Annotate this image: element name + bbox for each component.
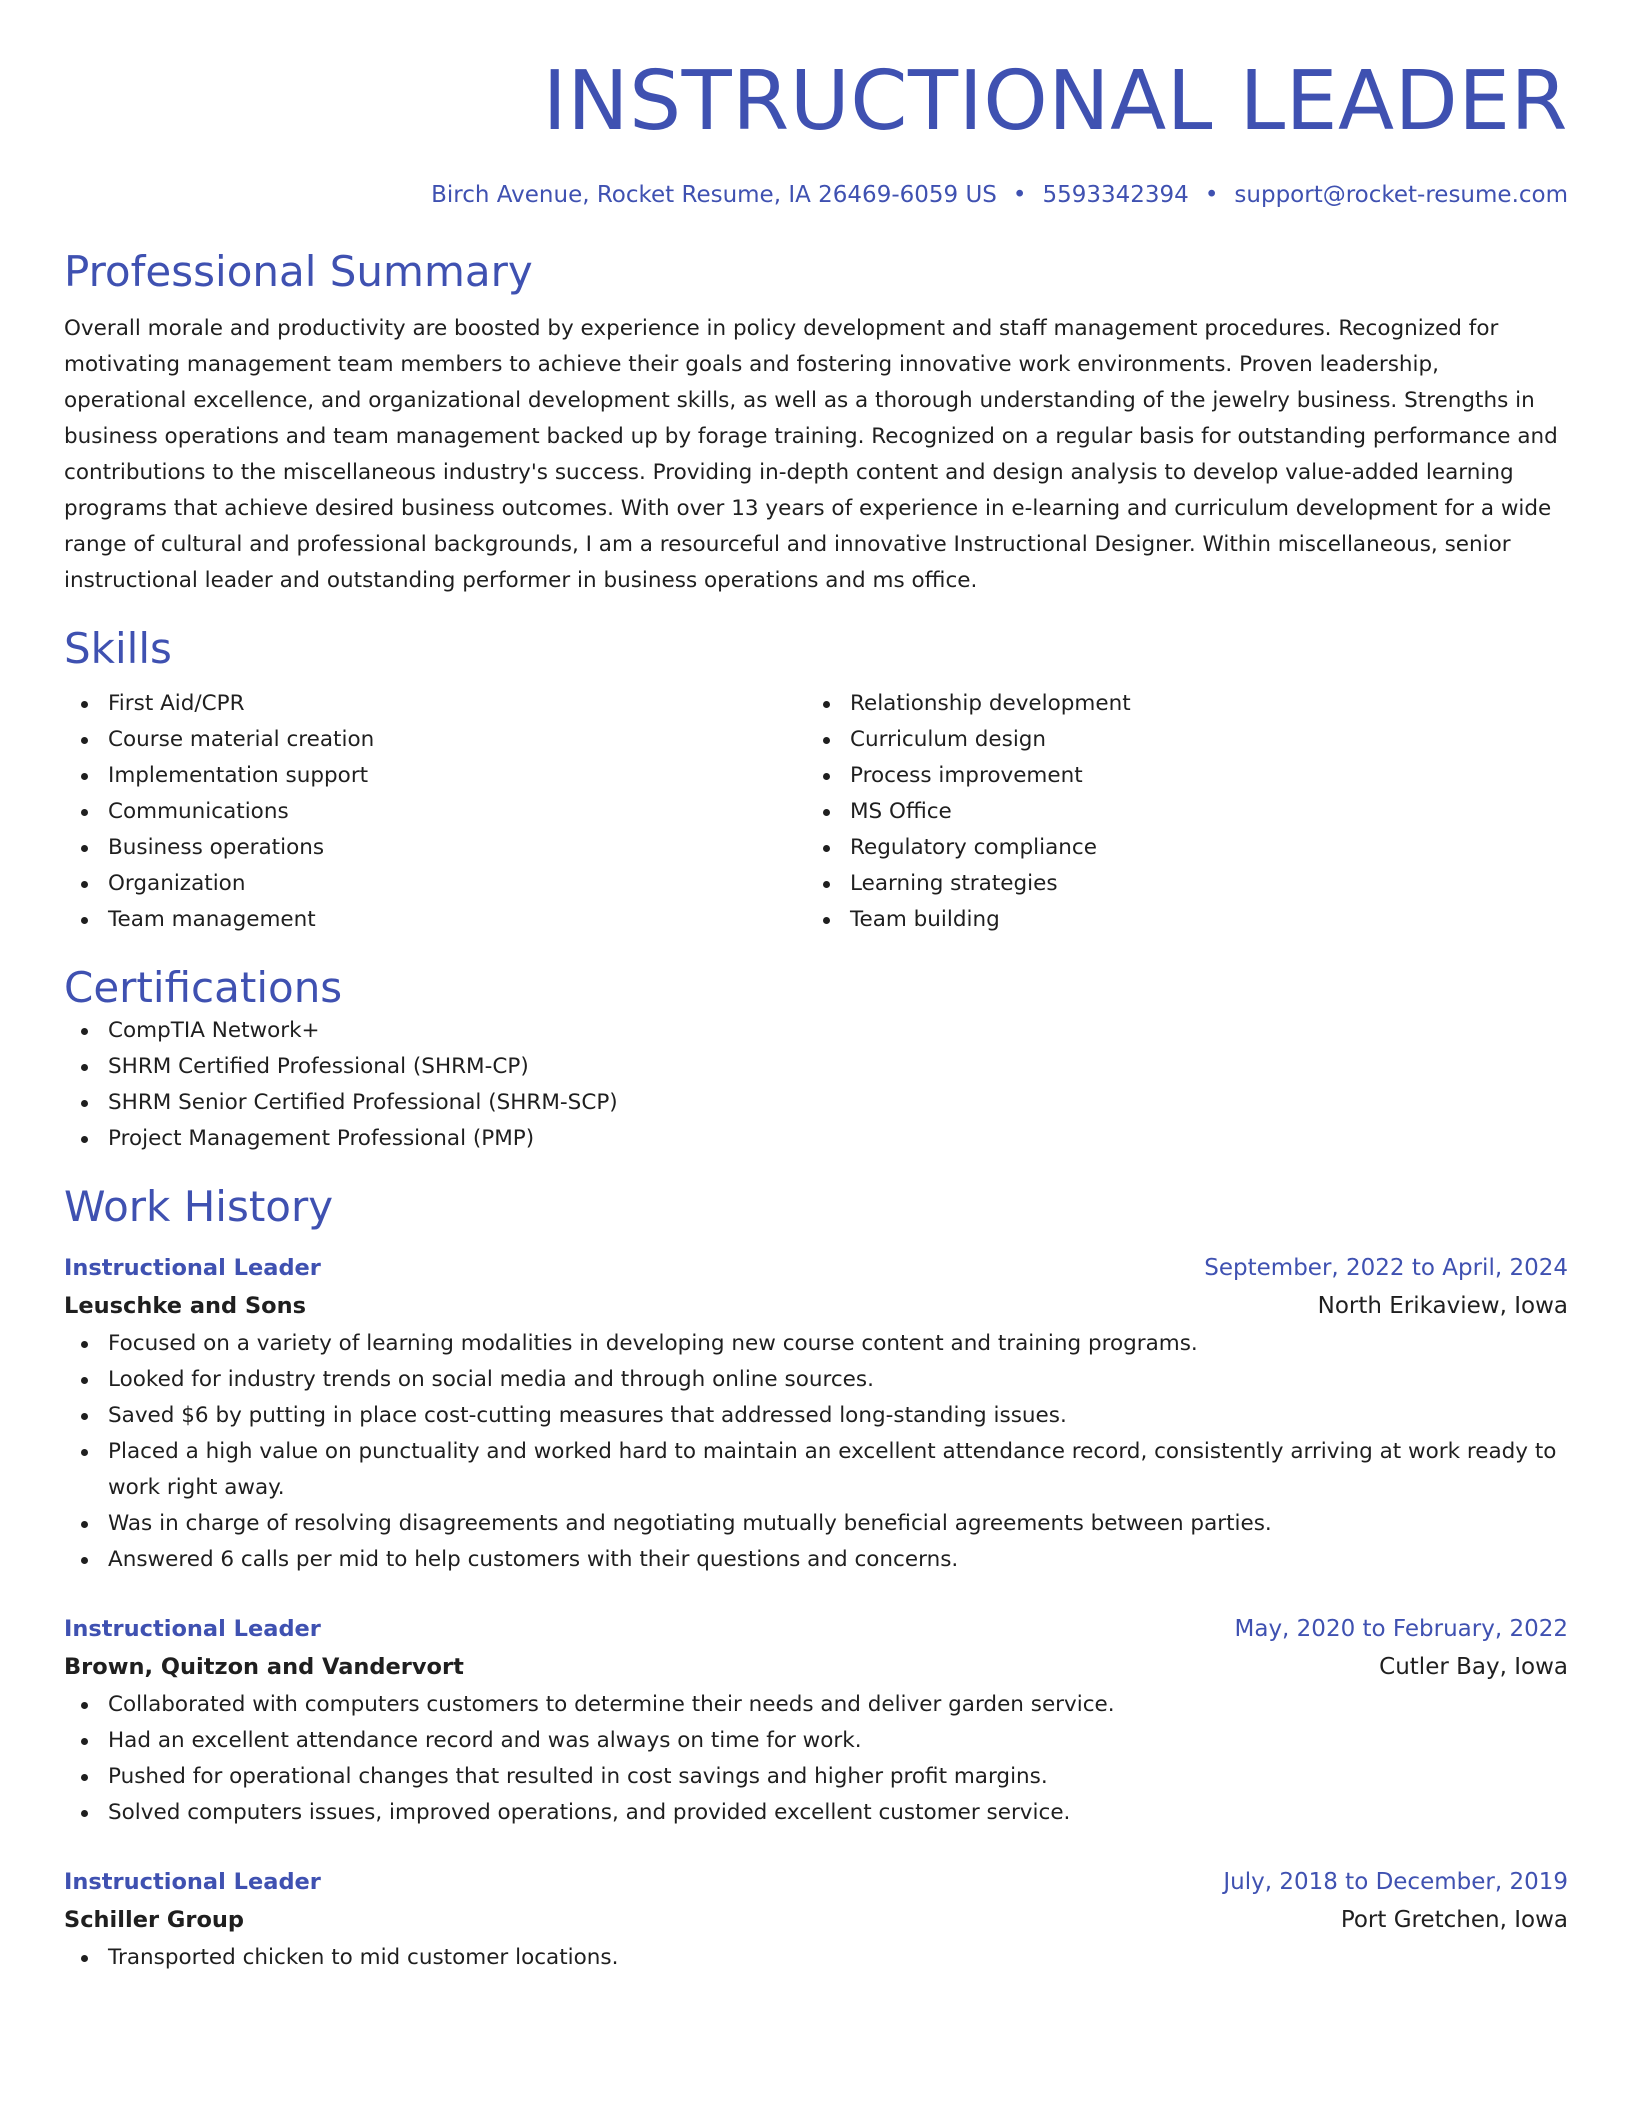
contact-separator: •: [1204, 182, 1219, 208]
job-entry: [64, 1250, 1568, 1578]
job-title: Instructional Leader: [64, 1869, 321, 1895]
job-title: Instructional Leader: [64, 1255, 321, 1281]
job-bullet: Looked for industry trends on social media and through online sources.: [64, 1362, 1568, 1398]
contact-line: [64, 180, 1568, 210]
job-bullet: Collaborated with computers customers to determine their needs and deliver garden service.: [64, 1687, 1568, 1723]
job-dates: September, 2022 to April, 2024: [1204, 1255, 1568, 1281]
summary-heading: Professional Summary: [64, 247, 533, 296]
job-entry: [64, 1864, 1568, 1976]
job-location: North Erikaview, Iowa: [1317, 1293, 1568, 1319]
skill-item: Communications: [64, 794, 806, 830]
skills-column-left: [64, 686, 806, 938]
skill-item: Learning strategies: [806, 866, 1548, 902]
skill-item: Team building: [806, 902, 1548, 938]
skill-item: Organization: [64, 866, 806, 902]
job-company: Leuschke and Sons: [64, 1293, 307, 1319]
job-title: Instructional Leader: [64, 1616, 321, 1642]
skill-item: MS Office: [806, 794, 1548, 830]
job-bullet: Was in charge of resolving disagreements and negotiating mutually beneficial agreements between parties.: [64, 1506, 1568, 1542]
job-entry: [64, 1611, 1568, 1831]
job-dates: July, 2018 to December, 2019: [1223, 1869, 1568, 1895]
contact-address: Birch Avenue, Rocket Resume, IA 26469-6059 US: [431, 182, 997, 208]
skill-item: Course material creation: [64, 722, 806, 758]
skills-grid: [64, 686, 1568, 938]
job-location: Port Gretchen, Iowa: [1340, 1907, 1568, 1933]
contact-email: support@rocket-resume.com: [1234, 182, 1568, 208]
contact-separator: •: [1012, 182, 1027, 208]
job-bullets: [64, 1687, 1568, 1831]
skills-heading: Skills: [64, 624, 172, 673]
skill-item: Relationship development: [806, 686, 1548, 722]
skill-item: Regulatory compliance: [806, 830, 1548, 866]
contact-phone: 5593342394: [1042, 182, 1189, 208]
resume-name: INSTRUCTIONAL LEADER: [542, 54, 1568, 149]
skill-item: Curriculum design: [806, 722, 1548, 758]
skill-item: First Aid/CPR: [64, 686, 806, 722]
certification-item: CompTIA Network+: [64, 1013, 1568, 1049]
job-company: Schiller Group: [64, 1907, 245, 1933]
job-bullet: Pushed for operational changes that resulted in cost savings and higher profit margins.: [64, 1759, 1568, 1795]
skill-item: Process improvement: [806, 758, 1548, 794]
job-bullet: Had an excellent attendance record and was always on time for work.: [64, 1723, 1568, 1759]
skill-item: Team management: [64, 902, 806, 938]
job-bullets: [64, 1940, 1568, 1976]
job-bullet: Placed a high value on punctuality and worked hard to maintain an excellent attendance record, consistently arriving at work ready to work right away.: [64, 1434, 1568, 1506]
certification-item: SHRM Certified Professional (SHRM-CP): [64, 1049, 1568, 1085]
skill-item: Implementation support: [64, 758, 806, 794]
certifications-list: [64, 1013, 1568, 1157]
work-history-heading: Work History: [64, 1182, 334, 1231]
job-bullet: Solved computers issues, improved operations, and provided excellent customer service.: [64, 1795, 1568, 1831]
certification-item: Project Management Professional (PMP): [64, 1121, 1568, 1157]
job-location: Cutler Bay, Iowa: [1379, 1654, 1568, 1680]
skills-column-right: [806, 686, 1548, 938]
job-company: Brown, Quitzon and Vandervort: [64, 1654, 464, 1680]
summary-text: Overall morale and productivity are boosted by experience in policy development and staff management procedures. Recognized for motivating management team members to achieve their goals and fostering innovative work environments. Proven leadership, operational excellence, and organizational development skills, as well as a thorough understanding of the jewelry business. Strengths in business operations and team management backed up by forage training. Recognized on a regular basis for outstanding performance and contributions to the miscellaneous industry's success. Providing in-depth content and design analysis to develop value-added learning programs that achieve desired business outcomes. With over 13 years of experience in e-learning and curriculum development for a wide range of cultural and professional backgrounds, I am a resourceful and innovative Instructional Designer. Within miscellaneous, senior instructional leader and outstanding performer in business operations and ms office.: [64, 316, 1558, 593]
job-bullets: [64, 1326, 1568, 1578]
job-bullet: Answered 6 calls per mid to help customers with their questions and concerns.: [64, 1542, 1568, 1578]
job-dates: May, 2020 to February, 2022: [1234, 1616, 1568, 1642]
skill-item: Business operations: [64, 830, 806, 866]
job-bullet: Transported chicken to mid customer locations.: [64, 1940, 1568, 1976]
job-bullet: Saved $6 by putting in place cost-cutting measures that addressed long-standing issues.: [64, 1398, 1568, 1434]
certification-item: SHRM Senior Certified Professional (SHRM-SCP): [64, 1085, 1568, 1121]
job-bullet: Focused on a variety of learning modalities in developing new course content and training programs.: [64, 1326, 1568, 1362]
certifications-heading: Certifications: [64, 963, 343, 1012]
